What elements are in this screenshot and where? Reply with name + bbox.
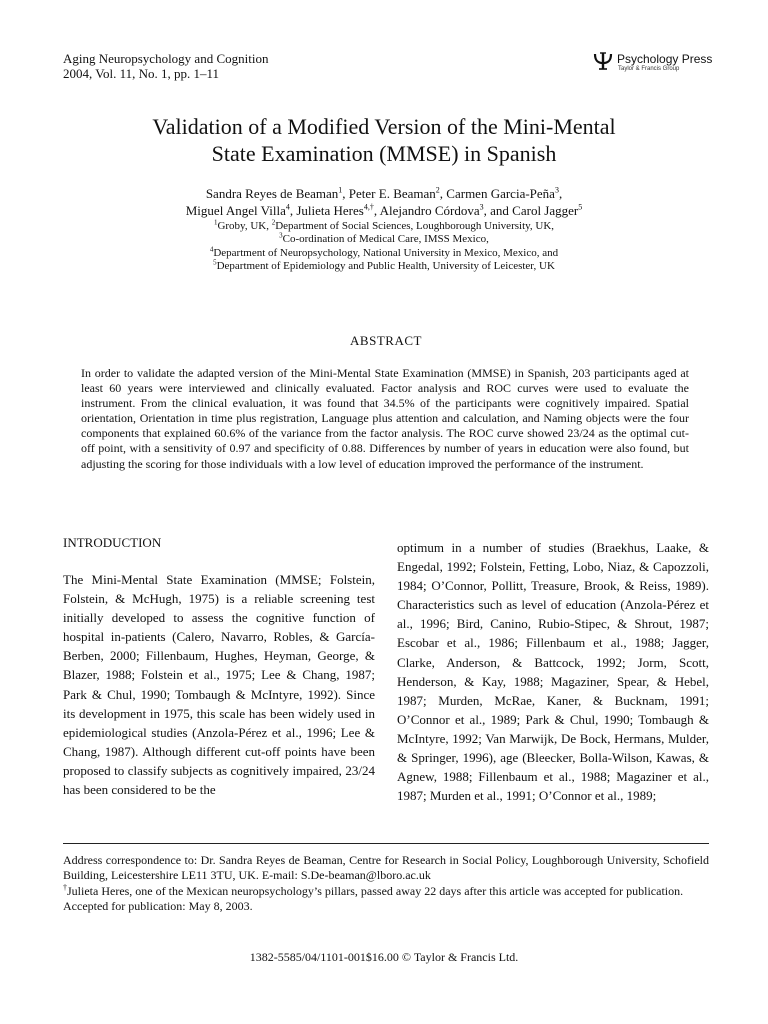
author-sup: 1 [338, 185, 343, 195]
author-sup: 3 [479, 202, 484, 212]
affiliation-text: Groby, UK, [217, 220, 272, 232]
publisher-group: Taylor & Francis Group [618, 66, 680, 72]
journal-header [63, 51, 268, 81]
author-sup: 5 [578, 202, 583, 212]
affiliation-sup: 4 [209, 245, 214, 254]
author-name: Sandra Reyes de Beaman [205, 186, 339, 201]
abstract-text: In order to validate the adapted version of the Mini-Mental State Examination (MMSE) in Spanish, 203 participants aged at least 60 years were interviewed and clinically evaluated. Factor analysis and ROC curves were used to evaluate the instrument. From the clinical evaluation, it was found that 34.5% of the participants were cognitively impaired. Spatial orientation, Orientation in time plus registration, Language plus attention and calculation, and Naming objects were the four components that explained 60.6% of the variance from the factor analysis. The ROC curve showed 23/24 as the optimal cut-off point, with a sensitivity of 0.97 and specificity of 0.88. Differences by number of years in education were also found, but adjusting the scoring for those individuals with a low level of education improved the performance of the instrument. [81, 366, 689, 471]
body-column-left [63, 533, 375, 799]
author-sup: 2 [435, 185, 440, 195]
authors-line-1 [64, 185, 704, 202]
affiliation-line [64, 233, 704, 246]
author-name: , Alejandro Córdova [373, 203, 480, 218]
affiliation-sup: 1 [213, 218, 218, 227]
psi-logo-icon [592, 52, 614, 70]
author-sup: 4 [285, 202, 290, 212]
author-name: , Carmen Garcia-Peña [439, 186, 555, 201]
copyright-line: 1382-5585/04/1101-001$16.00 © Taylor & Francis Ltd. [249, 950, 519, 964]
article-title [64, 113, 704, 167]
body-paragraph: The Mini-Mental State Examination (MMSE; Folstein, Folstein, & McHugh, 1975) is a reliable screening test initially developed to assess the cognitive function of hospital in-patients (Calero, Navarro, Robles, & García-Berben, 2000; Fillenbaum, Hughes, Heyman, George, & Blazer, 1988; Folstein et al., 1975; Lee & Chang, 1987; Park & Chul, 1990; Tombaugh & McIntyre, 1992). Since its development in 1975, this scale has been widely used in epidemiological studies (Anzola-Pérez et al., 1996; Lee & Chang, 1987). Although different cut-off points have been proposed to classify subjects as cognitively impaired, 23/24 has been considered to be the [63, 572, 375, 798]
author-sup: 3 [554, 185, 559, 195]
affiliation-sup: 2 [271, 218, 276, 227]
author-separator: , [558, 186, 563, 201]
footnotes [63, 853, 709, 915]
introduction-heading: INTRODUCTION [63, 535, 162, 550]
author-name: Miguel Angel Villa [185, 203, 286, 218]
accepted-date: Accepted for publication: May 8, 2003. [63, 899, 253, 914]
author-sup: 4,† [363, 202, 374, 212]
affiliation-text: Co-ordination of Medical Care, IMSS Mexico, [282, 233, 489, 246]
journal-citation: 2004, Vol. 11, No. 1, pp. 1–11 [63, 66, 220, 81]
publisher-logo [592, 52, 722, 78]
memorial-text: Julieta Heres, one of the Mexican neuropsychology’s pillars, passed away 22 days after this article was accepted for publication. [67, 883, 684, 898]
affiliation-text: Department of Neuropsychology, National University in Mexico, Mexico, and [213, 246, 559, 259]
correspondence-note: Address correspondence to: Dr. Sandra Reyes de Beaman, Centre for Research in Social Policy, Loughborough University, Schofield Building, Leicestershire LE11 3TU, UK. E-mail: S.De-beaman@lboro.ac.uk [63, 853, 709, 883]
affiliations [64, 220, 704, 274]
body-paragraph: optimum in a number of studies (Braekhus, Laake, & Engedal, 1992; Folstein, Fetting, Lobo, Niaz, & Capozzoli, 1984; O’Connor, Pollitt, Treasure, Brook, & Reiss, 1989). Characteristics such as level of education (Anzola-Pérez et al., 1996; Bird, Canino, Rubio-Stipec, & Shrout, 1987; Escobar et al., 1986; Fillenbaum et al., 1988; Jagger, Clarke, Anderson, & Battcock, 1992; Jorm, Scott, Henderson, & Kay, 1988; Magaziner, Spear, & Hebel, 1987; Murden, McRae, Kaner, & Bucknam, 1991; O’Connor et al., 1989; Park & Chul, 1990; Tombaugh & McIntyre, 1992; Van Marwijk, De Bock, Hermans, Mulder, & Springer, 1996), age (Bleecker, Bolla-Wilson, Kawas, & Agnew, 1988; Fillenbaum et al., 1988; Magaziner et al., 1987; Murden et al., 1991; O’Connor et al., 1989; [397, 540, 709, 804]
affiliation-text: Department of Social Sciences, Loughborough University, UK, [275, 220, 555, 232]
affiliation-line [64, 247, 704, 260]
journal-name: Aging Neuropsychology and Cognition [63, 51, 269, 66]
body-column-right [397, 538, 709, 805]
author-name: , Julieta Heres [289, 203, 364, 218]
abstract-heading: ABSTRACT [350, 333, 422, 348]
affiliation-line [64, 220, 704, 233]
author-name: , Peter E. Beaman [342, 186, 436, 201]
title-line-2: State Examination (MMSE) in Spanish [211, 141, 557, 166]
author-name: , and Carol Jagger [483, 203, 579, 218]
affiliation-text: Department of Epidemiology and Public Health, University of Leicester, UK [216, 260, 555, 273]
affiliation-sup: 5 [213, 258, 217, 267]
footnote-divider [63, 843, 709, 844]
title-line-1: Validation of a Modified Version of the Mini-Mental [152, 114, 616, 139]
affiliation-line [64, 260, 704, 273]
author-list [64, 185, 704, 219]
dagger-mark: † [63, 882, 67, 892]
publisher-name: Psychology Press [617, 52, 713, 66]
authors-line-2 [64, 202, 704, 219]
memorial-note [63, 884, 709, 899]
affiliation-sup: 3 [279, 231, 283, 240]
